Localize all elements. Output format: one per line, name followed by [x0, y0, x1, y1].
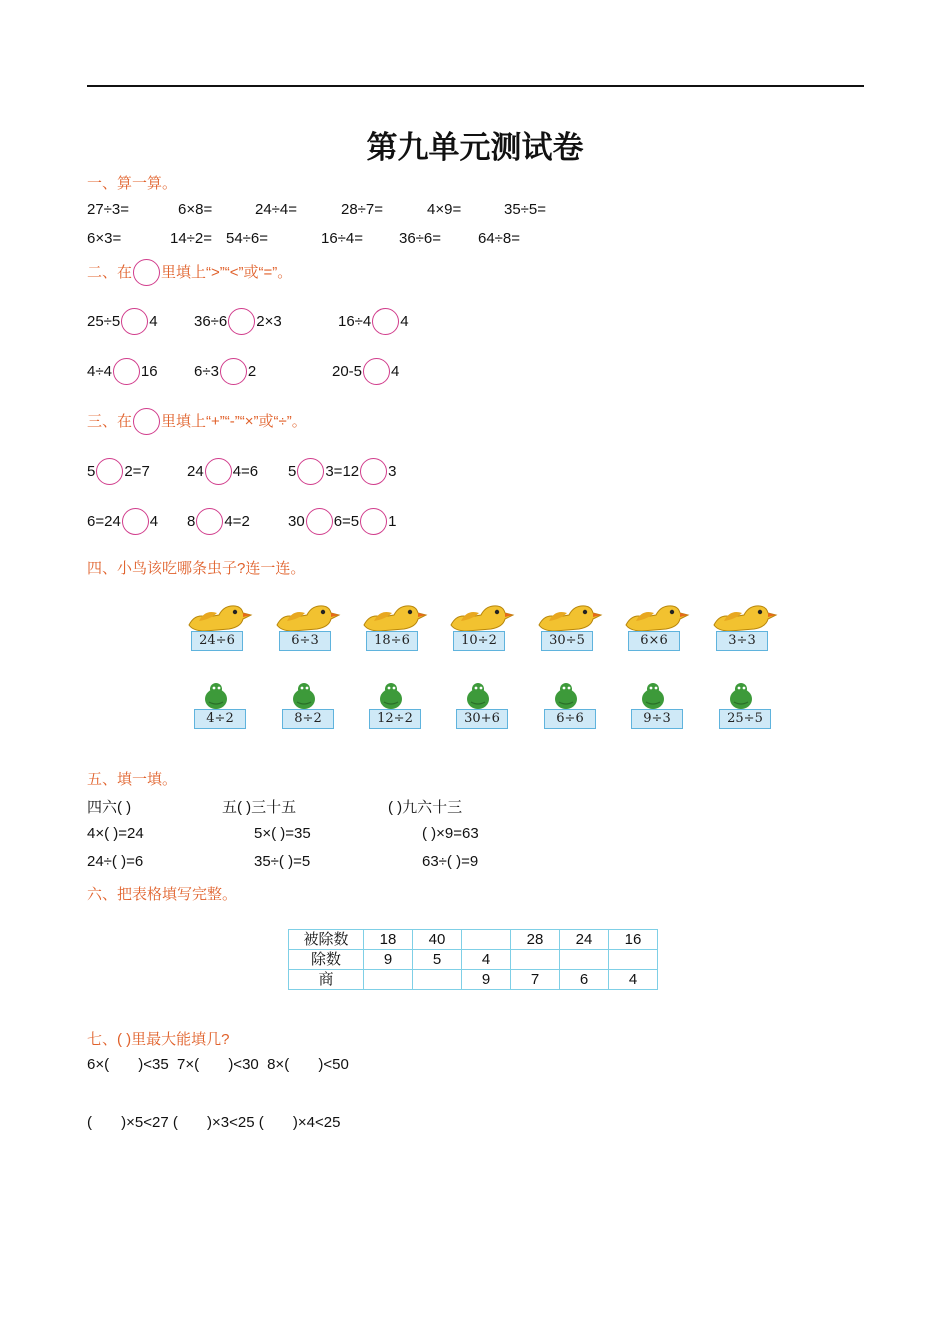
- bird-card[interactable]: [360, 603, 440, 648]
- s3-r1-c3: 3: [388, 463, 397, 480]
- s5-r1-c3: ( )九六十三: [388, 799, 463, 816]
- table-cell: 9: [462, 970, 511, 990]
- bird-label: 3÷3: [716, 631, 768, 651]
- section-6-heading: 六、把表格填写完整。: [87, 886, 238, 903]
- s3-r1-b1: 24: [187, 463, 204, 480]
- s1-r1-c4: 28÷7=: [341, 201, 384, 218]
- bug-icon: [363, 682, 419, 710]
- bug-label: 4÷2: [194, 709, 246, 729]
- table-cell: 18: [364, 930, 413, 950]
- bug-card[interactable]: [450, 682, 530, 726]
- s1-r1-c2: 6×8=: [178, 201, 213, 218]
- answer-circle[interactable]: [220, 358, 247, 385]
- bug-card[interactable]: [538, 682, 618, 726]
- s3-r2-c: [288, 508, 396, 535]
- s3-r2-c1: 30: [288, 513, 305, 530]
- bug-card[interactable]: [713, 682, 793, 726]
- section-3-heading: [87, 408, 307, 435]
- bug-card[interactable]: [363, 682, 443, 726]
- s1-r1-c1: 27÷3=: [87, 201, 130, 218]
- table-cell: 5: [413, 950, 462, 970]
- s2-item-6-left: 20-5: [332, 363, 363, 380]
- circle-icon: [133, 408, 160, 435]
- s5-r3-c1: 24÷( )=6: [87, 853, 144, 870]
- s2-heading-pre: 二、在: [87, 264, 133, 281]
- bug-card[interactable]: [276, 682, 356, 726]
- s2-item-4-right: 16: [140, 363, 158, 380]
- bird-label: 10÷2: [453, 631, 505, 651]
- section-5-heading: 五、填一填。: [87, 771, 178, 788]
- table-cell: 4: [462, 950, 511, 970]
- bug-icon: [450, 682, 506, 710]
- answer-circle[interactable]: [121, 308, 148, 335]
- top-rule: [87, 85, 864, 87]
- s3-r1-c1: 5: [288, 463, 297, 480]
- bug-label: 6÷6: [544, 709, 596, 729]
- table-cell: 24: [560, 930, 609, 950]
- bug-icon: [713, 682, 769, 710]
- table-cell: 28: [511, 930, 560, 950]
- bird-label: 6÷3: [279, 631, 331, 651]
- table-cell: 40: [413, 930, 462, 950]
- answer-circle[interactable]: [372, 308, 399, 335]
- answer-circle[interactable]: [297, 458, 324, 485]
- s5-r1-c2: 五( )三十五: [222, 799, 297, 816]
- s2-item-2-right: 2×3: [256, 313, 282, 330]
- bug-icon: [625, 682, 681, 710]
- s3-r1-a1: 5: [87, 463, 96, 480]
- s3-r2-a2: 4: [149, 513, 159, 530]
- s5-r2-c2: 5×( )=35: [254, 825, 311, 842]
- bug-icon: [276, 682, 332, 710]
- table-cell: 16: [609, 930, 658, 950]
- s1-r1-c3: 24÷4=: [255, 201, 298, 218]
- bird-card[interactable]: [447, 603, 527, 648]
- s2-item-3-left: 16÷4: [338, 313, 372, 330]
- s3-r2-b: [187, 508, 250, 535]
- s2-item-4-left: 4÷4: [87, 363, 112, 380]
- section-1-heading: 一、算一算。: [87, 175, 178, 192]
- answer-circle[interactable]: [113, 358, 140, 385]
- s2-heading-post: 里填上“>”“<”或“=”。: [161, 264, 293, 281]
- answer-circle[interactable]: [360, 458, 387, 485]
- table-cell-blank[interactable]: [560, 950, 609, 970]
- s3-r1-c2: 3=12: [325, 463, 360, 480]
- bug-label: 9÷3: [631, 709, 683, 729]
- s3-heading-pre: 三、在: [87, 413, 133, 430]
- answer-circle[interactable]: [360, 508, 387, 535]
- table-cell-blank[interactable]: [462, 930, 511, 950]
- s5-r3-c2: 35÷( )=5: [254, 853, 311, 870]
- table-cell: 商: [289, 970, 364, 990]
- s2-item-2: [194, 308, 282, 335]
- division-table: [288, 929, 658, 990]
- s3-r2-b2: 4=2: [224, 513, 250, 530]
- s3-r2-b1: 8: [187, 513, 196, 530]
- s3-r2-c3: 1: [388, 513, 397, 530]
- bug-card[interactable]: [188, 682, 268, 726]
- page-title: 第九单元测试卷: [366, 130, 584, 166]
- s3-r1-b: [187, 458, 258, 485]
- s1-r2-c1: 6×3=: [87, 230, 122, 247]
- table-cell: 4: [609, 970, 658, 990]
- s2-item-6-right: 4: [391, 363, 400, 380]
- bug-label: 12÷2: [369, 709, 421, 729]
- s3-r1-b2: 4=6: [232, 463, 259, 480]
- bird-card[interactable]: [273, 603, 353, 648]
- table-cell-blank[interactable]: [609, 950, 658, 970]
- s2-item-1: [87, 308, 158, 335]
- table-row: [289, 930, 658, 950]
- s5-r3-c3: 63÷( )=9: [422, 853, 479, 870]
- bird-label: 6×6: [628, 631, 680, 651]
- s1-r2-c6: 64÷8=: [478, 230, 521, 247]
- bug-card[interactable]: [625, 682, 705, 726]
- s5-r2-c3: ( )×9=63: [422, 825, 479, 842]
- s7-row-2: ( )×5<27 ( )×3<25 ( )×4<25: [87, 1114, 341, 1131]
- s3-r2-a1: 6=24: [87, 513, 121, 530]
- s3-r2-c2: 6=5: [333, 513, 360, 530]
- table-cell: 9: [364, 950, 413, 970]
- bird-label: 30÷5: [541, 631, 593, 651]
- answer-circle[interactable]: [363, 358, 390, 385]
- circle-icon: [133, 259, 160, 286]
- bug-icon: [188, 682, 244, 710]
- s1-r2-c3: 54÷6=: [226, 230, 269, 247]
- s3-r1-a2: 2=7: [124, 463, 150, 480]
- bird-card[interactable]: [622, 603, 702, 648]
- bird-label: 18÷6: [366, 631, 418, 651]
- answer-circle[interactable]: [122, 508, 149, 535]
- section-7-heading: 七、( )里最大能填几?: [87, 1031, 230, 1048]
- table-cell: 6: [560, 970, 609, 990]
- answer-circle[interactable]: [306, 508, 333, 535]
- s1-r2-c5: 36÷6=: [399, 230, 442, 247]
- s2-item-2-left: 36÷6: [194, 313, 228, 330]
- s1-r1-c5: 4×9=: [427, 201, 462, 218]
- table-row: [289, 950, 658, 970]
- answer-circle[interactable]: [96, 458, 123, 485]
- s7-row-1: 6×( )<35 7×( )<30 8×( )<50: [87, 1056, 349, 1073]
- answer-circle[interactable]: [196, 508, 223, 535]
- section-2-heading: [87, 259, 292, 286]
- bird-card[interactable]: [185, 603, 265, 648]
- s2-item-5: [194, 358, 256, 385]
- s3-heading-post: 里填上“+”“-”“×”或“÷”。: [161, 413, 307, 430]
- bug-label: 25÷5: [719, 709, 771, 729]
- table-cell: 7: [511, 970, 560, 990]
- s2-item-6: [332, 358, 399, 385]
- s2-item-5-right: 2: [247, 363, 257, 380]
- table-cell-blank[interactable]: [511, 950, 560, 970]
- s1-r2-c4: 16÷4=: [321, 230, 364, 247]
- s5-r1-c1: 四六( ): [87, 799, 132, 816]
- table-row: [289, 970, 658, 990]
- bird-card[interactable]: [710, 603, 790, 648]
- table-cell-blank[interactable]: [413, 970, 462, 990]
- bird-label: 24÷6: [191, 631, 243, 651]
- bird-card[interactable]: [535, 603, 615, 648]
- s1-r1-c6: 35÷5=: [504, 201, 547, 218]
- s1-r2-c2: 14÷2=: [170, 230, 213, 247]
- s5-r2-c1: 4×( )=24: [87, 825, 144, 842]
- s2-item-3: [338, 308, 409, 335]
- bug-label: 8÷2: [282, 709, 334, 729]
- s3-r1-a: [87, 458, 150, 485]
- s3-r2-a: [87, 508, 158, 535]
- s2-item-4: [87, 358, 158, 385]
- table-cell: 除数: [289, 950, 364, 970]
- bug-label: 30+6: [456, 709, 508, 729]
- s3-r1-c: [288, 458, 396, 485]
- s2-item-1-left: 25÷5: [87, 313, 121, 330]
- answer-circle[interactable]: [228, 308, 255, 335]
- s2-item-3-right: 4: [400, 313, 409, 330]
- s2-item-1-right: 4: [149, 313, 158, 330]
- s2-item-5-left: 6÷3: [194, 363, 219, 380]
- answer-circle[interactable]: [205, 458, 232, 485]
- section-4-heading: 四、小鸟该吃哪条虫子?连一连。: [87, 560, 306, 577]
- bug-icon: [538, 682, 594, 710]
- table-cell-blank[interactable]: [364, 970, 413, 990]
- table-cell: 被除数: [289, 930, 364, 950]
